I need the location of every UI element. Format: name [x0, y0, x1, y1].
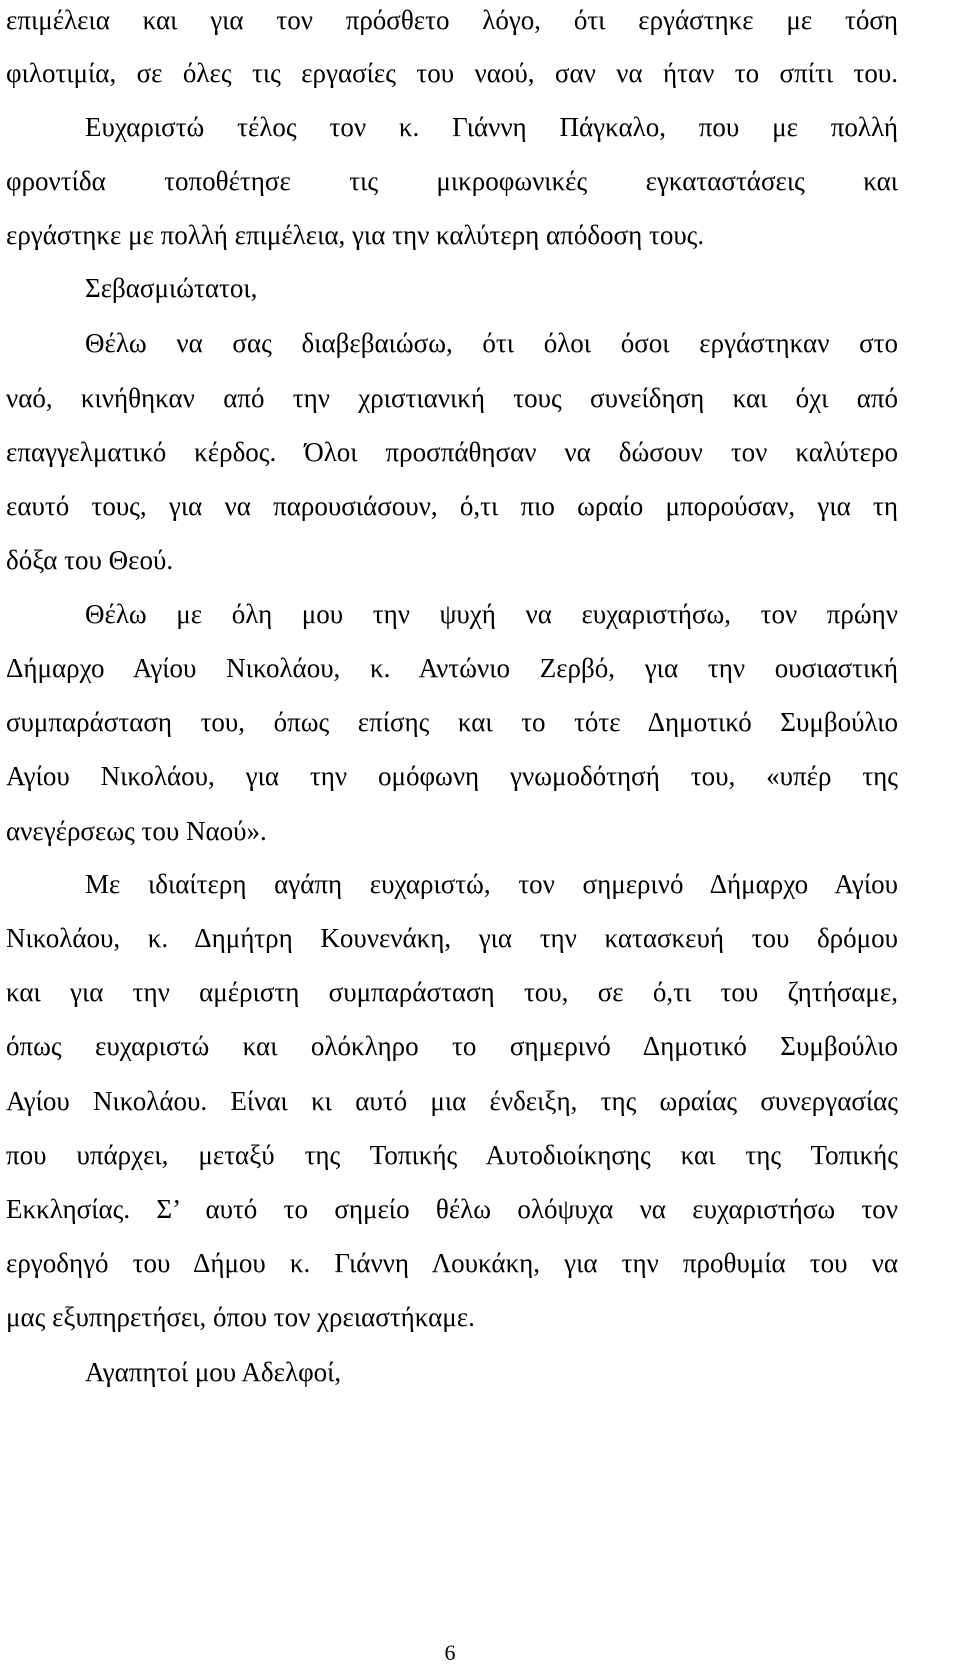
text-line: φιλοτιμία, σε όλες τις εργασίες του ναού, σαν να ήταν το σπίτι του. — [6, 58, 898, 88]
text-line: που υπάρχει, μεταξύ της Τοπικής Αυτοδιοίκησης και της Τοπικής — [6, 1140, 898, 1170]
salutation: Σεβασμιώτατοι, — [85, 273, 258, 303]
text-line: και για την αμέριστη συμπαράσταση του, σε ό,τι του ζητήσαμε, — [6, 977, 898, 1007]
text-line: ανεγέρσεως του Ναού». — [6, 816, 267, 846]
text-line: Ευχαριστώ τέλος τον κ. Γιάννη Πάγκαλο, που με πολλή — [85, 112, 898, 142]
text-line: Δήμαρχο Αγίου Νικολάου, κ. Αντώνιο Ζερβό, για την ουσιαστική — [6, 653, 898, 683]
text-line: Θέλω να σας διαβεβαιώσω, ότι όλοι όσοι εργάστηκαν στο — [85, 328, 898, 358]
text-line: επιμέλεια και για τον πρόσθετο λόγο, ότι εργάστηκε με τόση — [6, 5, 898, 35]
page-number: 6 — [444, 1640, 456, 1665]
text-line: εαυτό τους, για να παρουσιάσουν, ό,τι πιο ωραίο μπορούσαν, για τη — [6, 491, 898, 521]
text-line: επαγγελματικό κέρδος. Όλοι προσπάθησαν να δώσουν τον καλύτερο — [6, 437, 898, 467]
text-line: όπως ευχαριστώ και ολόκληρο το σημερινό Δημοτικό Συμβούλιο — [6, 1031, 898, 1061]
text-line: εργοδηγό του Δήμου κ. Γιάννη Λουκάκη, για την προθυμία του να — [6, 1248, 898, 1278]
text-line: Νικολάου, κ. Δημήτρη Κουνενάκη, για την κατασκευή του δρόμου — [6, 923, 898, 953]
text-line: εργάστηκε με πολλή επιμέλεια, για την καλύτερη απόδοση τους. — [6, 220, 705, 250]
text-line: Εκκλησίας. Σ’ αυτό το σημείο θέλω ολόψυχα να ευχαριστήσω τον — [6, 1194, 898, 1224]
text-line: δόξα του Θεού. — [6, 545, 174, 575]
text-line: Αγίου Νικολάου. Είναι κι αυτό μια ένδειξη, της ωραίας συνεργασίας — [6, 1086, 898, 1116]
text-line: ναό, κινήθηκαν από την χριστιανική τους συνείδηση και όχι από — [6, 383, 898, 413]
text-line: Με ιδιαίτερη αγάπη ευχαριστώ, τον σημερινό Δήμαρχο Αγίου — [85, 869, 898, 899]
text-line: Αγίου Νικολάου, για την ομόφωνη γνωμοδότησή του, «υπέρ της — [6, 761, 898, 791]
text-line: συμπαράσταση του, όπως επίσης και το τότε Δημοτικό Συμβούλιο — [6, 707, 898, 737]
salutation: Αγαπητοί μου Αδελφοί, — [85, 1357, 342, 1387]
text-line: μας εξυπηρετήσει, όπου τον χρειαστήκαμε. — [6, 1302, 475, 1332]
text-line: φροντίδα τοποθέτησε τις μικροφωνικές εγκαταστάσεις και — [6, 166, 898, 196]
text-line: Θέλω με όλη μου την ψυχή να ευχαριστήσω, τον πρώην — [85, 599, 898, 629]
